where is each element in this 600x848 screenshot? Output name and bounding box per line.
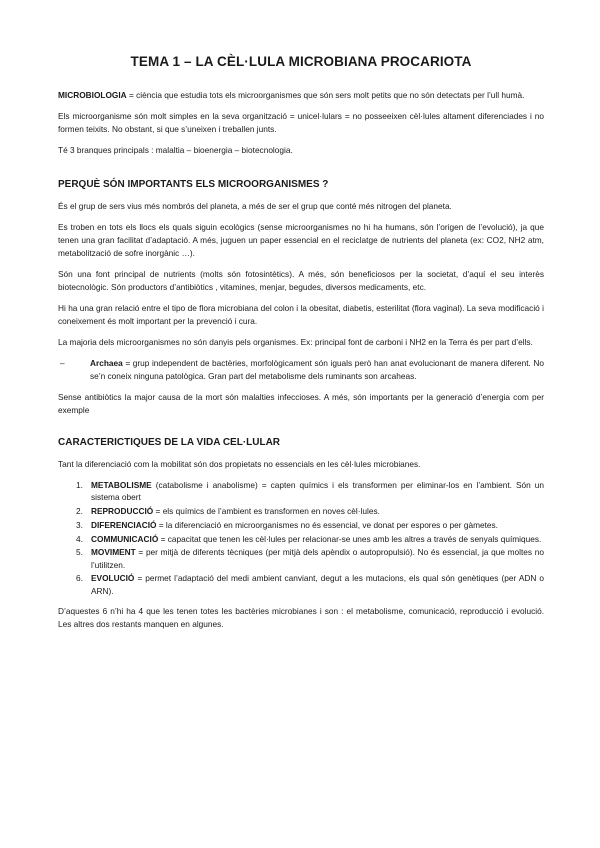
item-number: 4.	[76, 533, 83, 544]
item-text: = per mitjà de diferents tècniques (per mitjà dels apèndix o autopropulsió). No és essencial, ja que moltes no l’utilitzen.	[91, 547, 544, 570]
item-text: = capacitat que tenen les cèl·lules per relacionar-se unes amb les altres a través de senyals químiques.	[158, 533, 542, 544]
item-term: EVOLUCIÓ	[91, 573, 135, 584]
list-item	[58, 572, 544, 596]
document-title: TEMA 1 – LA CÈL·LULA MICROBIANA PROCARIOTA	[130, 54, 472, 69]
importance-paragraph-2: Es troben en tots els llocs els quals siguin ecològics (sense microorganismes no hi ha humans, són l’origen de l’evolució), ja que tenen una gran facilitat d’adaptació. A més, juguen un paper essencial en el reciclatge de nutrients del planeta (ex: CO2, NH2 atm, metabolització de sofre inorgànic …).	[58, 222, 544, 258]
item-number: 6.	[76, 573, 83, 584]
list-item	[58, 519, 544, 531]
term-archaea: Archaea	[90, 358, 123, 368]
list-item	[58, 357, 544, 383]
characteristics-list	[58, 479, 544, 597]
item-text: = permet l’adaptació del medi ambient canviant, degut a les mutacions, els qual són genètiques (per ADN o ARN).	[91, 573, 544, 596]
list-item	[58, 479, 544, 503]
item-text: = els químics de l’ambient es transformen en noves cèl·lules.	[153, 506, 380, 516]
definition-microbiologia	[58, 89, 544, 102]
item-number: 3.	[76, 519, 83, 530]
intro-paragraph-2: Els microorganisme són molt simples en la seva organització = unicel·lulars = no posseeixen cèl·lules altament diferenciades i no formen teixits. No obstant, si que s’uneixen i treballen junts.	[58, 111, 544, 134]
item-number: 2.	[76, 506, 83, 516]
item-term: METABOLISME	[91, 480, 152, 490]
intro-paragraph-3: Té 3 branques principals : malaltia – bioenergia – biotecnologia.	[58, 145, 293, 155]
importance-paragraph-5: La majoria dels microorganismes no són danyis pels organismes. Ex: principal font de carboni i NH2 en la Terra és per part d’ells.	[58, 337, 533, 347]
section-heading-importance: PERQUÈ SÓN IMPORTANTS ELS MICROORGANISMES ?	[58, 179, 329, 190]
dash-bullet: –	[60, 358, 65, 368]
list-item	[58, 533, 544, 545]
importance-paragraph-1: És el grup de sers vius més nombrós del planeta, a més de ser el grup que conté més nitrogen del planeta.	[58, 201, 452, 211]
importance-paragraph-4: Hi ha una gran relació entre el tipo de flora microbiana del colon i la obesitat, diabetis, esterilitat (flora vaginal). La seva modificació i coneixement és molt important per la prevenció i cura.	[58, 303, 544, 326]
item-text: = la diferenciació en microorganismes no és essencial, ve donat per espores o per gàmetes.	[156, 519, 498, 530]
characteristics-intro: Tant la diferenciació com la mobilitat són dos propietats no essencials en les cèl·lules microbianes.	[58, 459, 421, 469]
item-text: (catabolisme i anabolisme) = capten químics i els transformen per eliminar-los en l’ambient. Són un sistema obert	[91, 480, 544, 503]
item-term: REPRODUCCIÓ	[91, 506, 154, 516]
archaea-text: = grup independent de bactèries, morfològicament són iguals però han anat evolucionant de manera diferent. No se’n coneix ninguna patològica. Gran part del metabolisme dels ruminants son arcaheas.	[90, 358, 544, 381]
importance-paragraph-6: Sense antibiòtics la major causa de la mort són malalties infeccioses. A més, són importants per la generació d’energia com per exemple	[58, 392, 544, 415]
term-microbiologia: MICROBIOLOGIA	[58, 90, 127, 100]
item-term: DIFERENCIACIÓ	[91, 519, 157, 530]
characteristics-outro: D’aquestes 6 n’hi ha 4 que les tenen totes les bactèries microbianes i son : el metabolisme, comunicació, reproducció i evolució. Les altres dos restants manquen en algunes.	[58, 605, 544, 629]
document-page	[58, 54, 544, 639]
section-heading-characteristics: CARACTERICTIQUES DE LA VIDA CEL·LULAR	[58, 437, 281, 448]
item-term: COMMUNICACIÓ	[91, 533, 159, 544]
list-item	[58, 505, 544, 517]
item-number: 1.	[76, 480, 83, 490]
item-number: 5.	[76, 547, 83, 558]
archaea-list	[58, 357, 544, 383]
item-term: MOVIMENT	[91, 547, 136, 558]
list-item	[58, 546, 544, 570]
importance-paragraph-3: Són una font principal de nutrients (molts són fotosintètics). A més, són beneficiosos per la societat, d’aquí el seu interès biotecnològic. Són productors d’antibiòtics , vitamines, menjar, begudes, diversos medicaments, etc.	[58, 269, 544, 292]
definition-text: = ciència que estudia tots els microorganismes que són sers molt petits que no són detectats per l’ull humà.	[126, 90, 525, 100]
